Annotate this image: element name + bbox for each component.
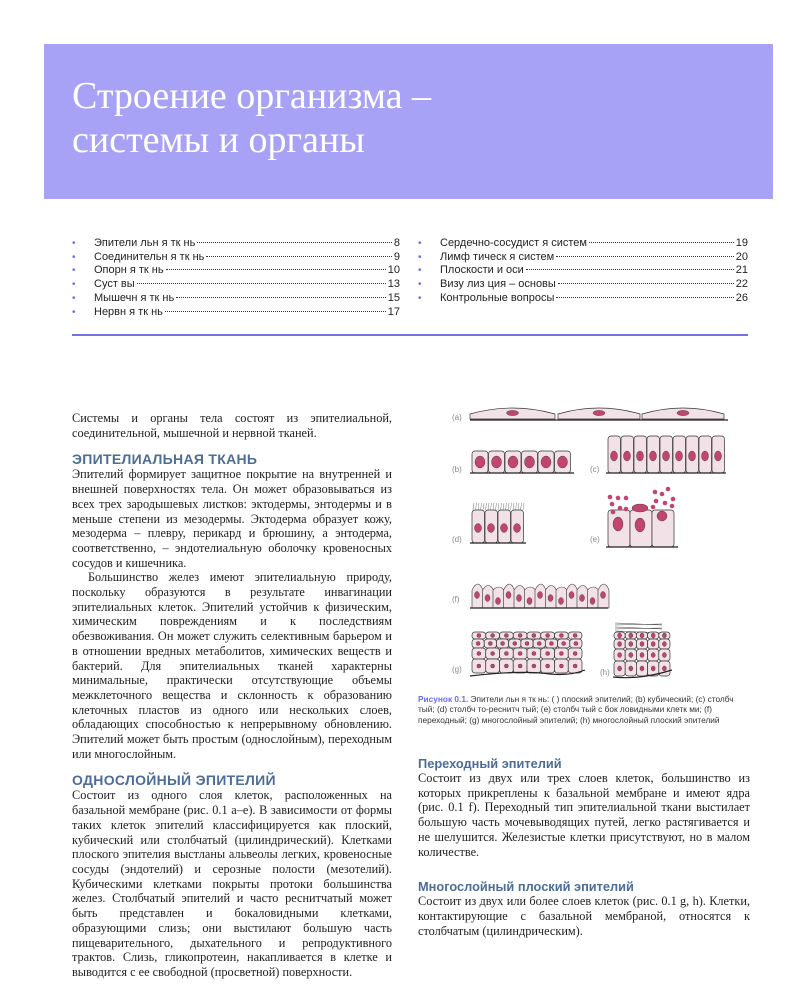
nucleus [618, 666, 622, 671]
dot-leader [165, 311, 386, 312]
divider [72, 334, 748, 336]
mucus-droplet [663, 501, 668, 506]
bullet-icon: • [418, 279, 422, 291]
nucleus [640, 666, 644, 671]
cilium [496, 503, 497, 510]
nucleus [662, 642, 666, 647]
panel-label: (g) [452, 665, 462, 674]
nucleus [651, 633, 655, 638]
heading-stratified: Многослойный плоский эпителий [418, 879, 634, 895]
nucleus [562, 642, 566, 646]
nucleus [558, 456, 568, 468]
mucus-droplet [618, 506, 623, 511]
toc-page: 13 [387, 278, 400, 291]
panel-label: (e) [590, 535, 600, 544]
bullet-icon: • [418, 251, 422, 263]
toc-label: Суст вы [94, 278, 135, 291]
cilium [523, 503, 524, 510]
mucus-droplet [653, 490, 658, 495]
nucleus [506, 592, 511, 599]
dot-leader [166, 269, 386, 270]
toc-label: Контрольные вопросы [440, 291, 555, 304]
nucleus [518, 652, 522, 656]
nucleus [538, 592, 543, 599]
nucleus [475, 524, 482, 533]
nucleus [635, 518, 645, 532]
nucleus [559, 664, 563, 668]
mucus-droplet [654, 499, 659, 504]
cilium [506, 503, 507, 510]
paragraph: Состоит из одного слоя клеток, расположенных на базальной мембране (рис. 0.1 a–e). В зависимости от формы таких клеток эпителий классифицируется как плоский, кубический или столбчатый (цилиндрический). Клетками плоского эпителия выстланы альвеолы легких, кровеносные сосуды (эндотелий) и серозные полости (мезотелий). Кубическими клетками покрыты протоки большинства желез. Столбчатый эпителий и часто реснитчатый может быть представлен и бокаловидными клетками, образующими слизь; они выстилают большую часть пищеварительного, дыхательного и репродуктивного трактов. Слизь, гликопротеин, накапливается в клетке и выводится с ее свободной (просветной) поверхности. [72, 788, 392, 979]
dot-leader [556, 256, 734, 257]
nucleus [491, 652, 495, 656]
bullet-icon: • [72, 265, 76, 277]
panel-label: (h) [600, 668, 610, 677]
toc-page: 26 [735, 291, 748, 304]
dot-leader [197, 242, 392, 243]
bullet-icon: • [72, 238, 76, 249]
bullet-icon: • [418, 238, 422, 249]
toc-item[interactable] [72, 306, 400, 320]
nucleus [476, 642, 480, 646]
panel-label: (d) [452, 535, 462, 544]
bullet-icon: • [72, 251, 76, 263]
toc-item[interactable] [418, 237, 748, 251]
nucleus [507, 410, 519, 415]
panel-label: (f) [452, 595, 460, 604]
nucleus [492, 456, 502, 468]
nucleus [477, 634, 481, 638]
bullet-icon: • [72, 306, 76, 318]
paragraph: Состоит из двух или трех слоев клеток, большинство из которых прикреплены к базальной мембране и имеют ядра (рис. 0.1 f). Переходный тип эпителиальной ткани выстилает большую часть мочевыводящих путей, легко растягивается и не шелушится. Железистые клетки присутствуют, но в малом количестве. [418, 771, 750, 859]
mucus-droplet [616, 496, 621, 501]
nucleus [546, 664, 550, 668]
nucleus [573, 634, 577, 638]
bullet-icon: • [418, 292, 422, 304]
nucleus [501, 642, 505, 646]
cilium [486, 503, 487, 510]
mucus-droplet [610, 502, 615, 507]
nucleus [501, 524, 508, 533]
nucleus [559, 652, 563, 656]
nucleus [702, 451, 709, 461]
toc-item[interactable] [72, 278, 400, 292]
toc-left [72, 237, 400, 319]
toc-page: 9 [393, 250, 400, 263]
cilium [476, 503, 477, 510]
nucleus [677, 410, 689, 415]
bullet-icon: • [418, 265, 422, 277]
cilium [473, 503, 474, 510]
toc-item[interactable] [418, 292, 748, 306]
dot-leader [137, 283, 386, 284]
nucleus [518, 664, 522, 668]
nucleus [517, 595, 522, 602]
panel-label: (b) [452, 465, 462, 474]
nucleus [662, 653, 666, 658]
nucleus [537, 642, 541, 646]
nucleus [514, 524, 521, 533]
nucleus [650, 451, 657, 461]
dot-leader [589, 242, 734, 243]
nucleus [629, 666, 633, 671]
nucleus [651, 642, 655, 647]
toc-label: Плоскости и оси [440, 264, 524, 277]
nucleus [593, 410, 605, 415]
nucleus [618, 653, 622, 658]
nucleus [663, 451, 670, 461]
title-line-2: системы и органы [72, 119, 365, 161]
nucleus [676, 451, 683, 461]
nucleus [618, 633, 622, 638]
nucleus [715, 451, 722, 461]
toc-item[interactable] [72, 251, 400, 265]
nucleus [651, 653, 655, 658]
nucleus [504, 652, 508, 656]
nucleus [629, 653, 633, 658]
nucleus [611, 451, 618, 461]
figure-caption [418, 694, 750, 725]
nucleus [549, 642, 553, 646]
toc-item[interactable] [418, 251, 748, 265]
mucus-droplet [670, 504, 675, 509]
nucleus [574, 642, 578, 646]
nucleus [485, 595, 490, 602]
nucleus [475, 592, 480, 599]
toc-page: 20 [735, 250, 748, 263]
toc-item[interactable] [72, 264, 400, 278]
caption-text: Эпители льн я тк нь: ( ) плоский эпителий; (b) кубический; (c) столбч тый; (d) столбч то-реснитч тый; (e) столбч тый с бок ловидными клетк ми; (f) переходный; (g) многослойный эпителий; (h) многослойный плоский эпителий [418, 694, 734, 725]
toc-item[interactable] [418, 264, 748, 278]
nucleus [496, 598, 501, 605]
nucleus [513, 642, 517, 646]
nucleus [477, 652, 481, 656]
mucus-droplet [624, 507, 629, 512]
dot-leader [206, 256, 391, 257]
nucleus [569, 592, 574, 599]
nucleus [613, 517, 623, 531]
nucleus [559, 598, 564, 605]
nucleus [488, 524, 495, 533]
cilium [518, 503, 519, 510]
nucleus [488, 642, 492, 646]
toc-label: Опорн я тк нь [94, 264, 164, 277]
nucleus [548, 595, 553, 602]
nucleus [532, 664, 536, 668]
caption-label: Рисунок 0.1. [418, 694, 469, 704]
toc-item[interactable] [418, 278, 748, 292]
nucleus [601, 592, 606, 599]
cilium [521, 503, 522, 510]
toc-label: Нервн я тк нь [94, 305, 163, 318]
nucleus [640, 642, 644, 647]
nucleus [637, 451, 644, 461]
panel-label: (c) [590, 465, 600, 474]
panel-label: (a) [452, 413, 462, 422]
paragraph: Большинство желез имеют эпителиальную природу, поскольку образуются в результате инвагинации эпителиальных клеток. Эпителий устойчив к физическим, химическим повреждениям и к последствиям обезвоживания. Он может служить селективным барьером и в отношении вредных метаболитов, химических веществ и бактерий. Для эпителиальных тканей характерны минимальные, практически отсутствующие объемы межклеточного вещества и склонность к образованию клеточных пластов из одного или нескольких слоев, обладающих способностью к непрерывному обновлению. Эпителий может быть простым (однослойным), переходным или многослойным. [72, 570, 392, 761]
nucleus [662, 633, 666, 638]
toc-page: 8 [393, 237, 400, 249]
dot-leader [176, 297, 386, 298]
cilium [503, 503, 504, 510]
nucleus [624, 451, 631, 461]
nucleus [491, 634, 495, 638]
toc-right [418, 237, 748, 306]
nucleus [491, 664, 495, 668]
nucleus [640, 653, 644, 658]
cilium [493, 503, 494, 510]
nucleus [573, 664, 577, 668]
toc-label: Эпители льн я тк нь [94, 237, 196, 249]
chapter-title [72, 74, 431, 162]
mucus-droplet [624, 496, 629, 501]
dot-leader [558, 283, 734, 284]
chapter-header-band [44, 44, 773, 199]
nucleus [475, 456, 485, 468]
nucleus [518, 634, 522, 638]
bullet-icon: • [72, 279, 76, 291]
toc-page: 10 [387, 264, 400, 277]
nucleus [541, 456, 551, 468]
title-line-1: Строение организма – [72, 75, 432, 117]
nucleus [477, 664, 481, 668]
nucleus [508, 456, 518, 468]
right-column [418, 756, 750, 938]
toc-page: 22 [735, 278, 748, 291]
nucleus [618, 642, 622, 647]
toc-label: Мышечн я тк нь [94, 291, 175, 304]
mucus-droplet [660, 492, 665, 497]
cilium [483, 503, 484, 510]
toc-item[interactable] [72, 292, 400, 306]
toc-label: Визу лиз ция – основы [440, 278, 556, 291]
nucleus [590, 598, 595, 605]
cilium [501, 503, 502, 510]
mucus-droplet [651, 505, 656, 510]
mucus-droplet [666, 487, 671, 492]
toc-page: 15 [387, 291, 400, 304]
mucus-droplet [611, 510, 616, 515]
nucleus [559, 634, 563, 638]
epithelium-figure [440, 400, 770, 690]
nucleus [504, 664, 508, 668]
mucus-droplet [671, 497, 676, 502]
nucleus [525, 456, 535, 468]
nucleus [546, 634, 550, 638]
intro-paragraph: Системы и органы тела состоят из эпителиальной, соединительной, мышечной и нервной тканей. [72, 411, 392, 440]
dot-leader [526, 269, 734, 270]
toc-page: 21 [735, 264, 748, 277]
paragraph: Состоит из двух или более слоев клеток (рис. 0.1 g, h). Клетки, контактирующие с базальной мембраной, относятся к столбчатым (цилиндрическим). [418, 894, 750, 938]
nucleus [504, 634, 508, 638]
cilium [513, 503, 514, 510]
toc-label: Соединительн я тк нь [94, 250, 205, 263]
nucleus [651, 666, 655, 671]
nucleus [632, 504, 648, 512]
nucleus [532, 652, 536, 656]
left-column [72, 411, 392, 980]
cilium [508, 503, 509, 510]
toc-page: 19 [735, 237, 748, 249]
cilium [491, 503, 492, 510]
nucleus [546, 652, 550, 656]
cilium [488, 503, 489, 510]
cilium [481, 503, 482, 510]
toc-item[interactable] [72, 237, 400, 251]
nucleus [580, 595, 585, 602]
nucleus [662, 666, 666, 671]
cilium [478, 503, 479, 510]
heading-simple-epithelium: ОДНОСЛОЙНЫЙ ЭПИТЕЛИЙ [72, 772, 276, 789]
nucleus [525, 642, 529, 646]
nucleus [629, 642, 633, 647]
nucleus [532, 634, 536, 638]
cilium [498, 503, 499, 510]
nucleus [689, 451, 696, 461]
mucus-droplet [608, 495, 613, 500]
nucleus [629, 633, 633, 638]
nucleus [527, 598, 532, 605]
toc-label: Сердечно-сосудист я систем [440, 237, 587, 249]
nucleus [640, 633, 644, 638]
dot-leader [556, 297, 733, 298]
toc-label: Лимф тическ я систем [440, 250, 555, 263]
nucleus [657, 511, 667, 521]
heading-epithelial-tissue: ЭПИТЕЛИАЛЬНАЯ ТКАНЬ [72, 451, 258, 468]
bullet-icon: • [72, 292, 76, 304]
cilium [511, 503, 512, 510]
nucleus [573, 652, 577, 656]
cilium [516, 503, 517, 510]
paragraph: Эпителий формирует защитное покрытие на внутренней и внешней поверхностях тела. Он может образовываться из всех трех зародышевых листков: эктодермы, энтодермы и в меньше степени из мезодермы. Эктодерма образует кожу, мезодерма – плевру, перикард и брюшину, а энтодерма, соответственно, – эндотелиальную оболочку кровеносных сосудов и кишечника. [72, 467, 392, 570]
heading-transitional: Переходный эпителий [418, 756, 562, 771]
toc-page: 17 [387, 305, 400, 318]
